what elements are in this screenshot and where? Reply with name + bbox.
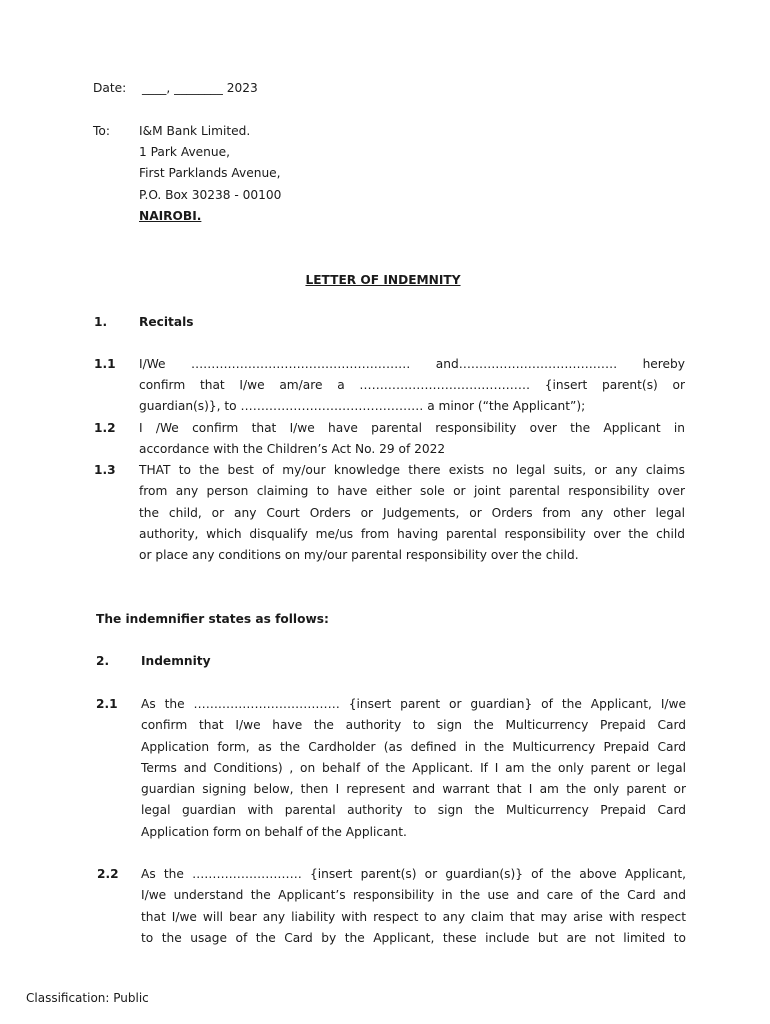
clause-2-2-text <box>141 867 686 953</box>
clause-1-2-text <box>139 421 685 463</box>
clause-2-2-line: I/we understand the Applicant’s responsibility in the use and care of the Card and <box>141 888 686 902</box>
clause-2-1-number: 2.1 <box>96 697 118 711</box>
clause-2-1-line: Terms and Conditions) , on behalf of the Applicant. If I am the only parent or legal <box>141 761 686 775</box>
clause-2-1-line: As the ……………………………… {insert parent or guardian} of the Applicant, I/we <box>141 697 686 711</box>
clause-1-3-line: from any person claiming to have either sole or joint parental responsibility over <box>139 484 685 498</box>
address-line-avenue: First Parklands Avenue, <box>139 166 281 180</box>
clause-1-3-number: 1.3 <box>94 463 116 477</box>
clause-2-2-number: 2.2 <box>97 867 119 881</box>
classification-label: Classification: Public <box>26 991 149 1005</box>
clause-1-3-line: or place any conditions on my/our parental responsibility over the child. <box>139 548 579 562</box>
section-1-number: 1. <box>94 315 108 329</box>
date-value: ____, ________ 2023 <box>142 81 258 95</box>
section-2-number: 2. <box>96 654 110 668</box>
indemnifier-statement: The indemnifier states as follows: <box>96 612 329 626</box>
clause-1-3-line: authority, which disqualify me/us from having parental responsibility over the child <box>139 527 685 541</box>
clause-1-3-line: THAT to the best of my/our knowledge there exists no legal suits, or any claims <box>139 463 685 477</box>
clause-1-2-line: accordance with the Children’s Act No. 29 of 2022 <box>139 442 446 456</box>
clause-1-1-number: 1.1 <box>94 357 116 371</box>
clause-2-1-line: guardian signing below, then I represent and warrant that I am the only parent or <box>141 782 686 796</box>
clause-2-1-line: Application form, as the Cardholder (as defined in the Multicurrency Prepaid Card <box>141 740 686 754</box>
address-line-bank: I&M Bank Limited. <box>139 124 251 138</box>
clause-2-2-line: that I/we will bear any liability with respect to any claim that may arise with respect <box>141 910 686 924</box>
clause-1-1-line: confirm that I/we am/are a …………………………………… {insert parent(s) or <box>139 378 685 392</box>
document-title: LETTER OF INDEMNITY <box>305 273 461 287</box>
clause-1-1-line: guardian(s)}, to ……………………………………… a minor (“the Applicant”); <box>139 399 586 413</box>
clause-1-3-line: the child, or any Court Orders or Judgements, or Orders from any other legal <box>139 506 685 520</box>
clause-2-1-line: legal guardian with parental authority to sign the Multicurrency Prepaid Card <box>141 803 686 817</box>
clause-2-2-line: As the ……………………… {insert parent(s) or guardian(s)} of the above Applicant, <box>141 867 686 881</box>
clause-2-1-line: confirm that I/we have the authority to sign the Multicurrency Prepaid Card <box>141 718 686 732</box>
section-1-heading: Recitals <box>139 315 194 329</box>
clause-2-1-line: Application form on behalf of the Applicant. <box>141 825 407 839</box>
to-label: To: <box>93 124 110 138</box>
clause-1-1-text <box>139 357 685 421</box>
section-2-heading: Indemnity <box>141 654 211 668</box>
clause-1-2-number: 1.2 <box>94 421 116 435</box>
clause-1-3-text <box>139 463 685 569</box>
address-city: NAIROBI. <box>139 209 202 223</box>
clause-1-1-line: I/We ……………………………………………… and………………………………… hereby <box>139 357 685 371</box>
clause-1-2-line: I /We confirm that I/we have parental responsibility over the Applicant in <box>139 421 685 435</box>
address-line-pobox: P.O. Box 30238 - 00100 <box>139 188 282 202</box>
clause-2-2-line: to the usage of the Card by the Applicant, these include but are not limited to <box>141 931 686 945</box>
address-line-street: 1 Park Avenue, <box>139 145 230 159</box>
date-label: Date: <box>93 81 127 95</box>
clause-2-1-text <box>141 697 686 847</box>
